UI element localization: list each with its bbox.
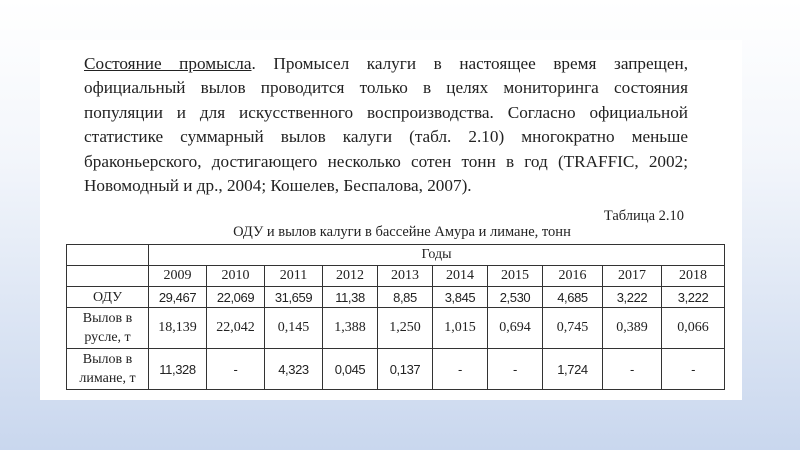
year-cell: 2018 [662, 266, 725, 287]
table-header-row [67, 245, 725, 266]
table-cell: 0,694 [488, 308, 543, 349]
table-cell: 22,042 [207, 308, 265, 349]
table-cell: 18,139 [149, 308, 207, 349]
table-cell: 11,38 [323, 287, 378, 308]
table-cell: 0,045 [323, 349, 378, 390]
table-row [67, 308, 725, 349]
year-cell: 2012 [323, 266, 378, 287]
paragraph-text: . Промысел калуги в настоящее время запрещен, официальный вылов проводится только в целях мониторинга состояния популяции и для искусственного воспроизводства. Согласно официальной статистике суммарный вылов калуги (табл. 2.10) многократно меньше браконьерского, достигающего несколько сотен тонн в год (TRAFFIC, 2002; Новомодный и др., 2004; Кошелев, Беспалова, 2007). [84, 54, 688, 196]
document-page [40, 40, 742, 400]
row-label: Вылов в руслe, т [67, 308, 149, 349]
table-cell: 4,685 [543, 287, 603, 308]
year-cell: 2015 [488, 266, 543, 287]
table-cell: 31,659 [265, 287, 323, 308]
catch-table [66, 244, 725, 390]
table-row [67, 349, 725, 390]
section-lead: Состояние промысла [84, 54, 252, 73]
intro-paragraph [84, 52, 688, 198]
table-cell: 1,250 [378, 308, 433, 349]
table-row [67, 287, 725, 308]
table-cell: - [488, 349, 543, 390]
table-cell: 1,015 [433, 308, 488, 349]
row-label: Вылов в лимане, т [67, 349, 149, 390]
year-cell: 2009 [149, 266, 207, 287]
table-caption: ОДУ и вылов калуги в бассейне Амура и лимане, тонн [233, 224, 571, 240]
row-label: ОДУ [67, 287, 149, 308]
table-cell: 2,530 [488, 287, 543, 308]
table-cell: 1,724 [543, 349, 603, 390]
table-cell: - [433, 349, 488, 390]
table-cell: 3,222 [662, 287, 725, 308]
table-cell: - [207, 349, 265, 390]
table-cell: 0,137 [378, 349, 433, 390]
year-cell: 2014 [433, 266, 488, 287]
table-cell: 0,389 [603, 308, 662, 349]
year-cell: 2011 [265, 266, 323, 287]
years-empty-cell [67, 266, 149, 287]
table-cell: 4,323 [265, 349, 323, 390]
table-cell: 0,145 [265, 308, 323, 349]
table-cell: 3,222 [603, 287, 662, 308]
table-cell: - [603, 349, 662, 390]
table-cell: 0,745 [543, 308, 603, 349]
table-cell: 0,066 [662, 308, 725, 349]
table-cell: - [662, 349, 725, 390]
table-cell: 3,845 [433, 287, 488, 308]
table-cell: 8,85 [378, 287, 433, 308]
table-number: Таблица 2.10 [603, 208, 684, 224]
year-cell: 2016 [543, 266, 603, 287]
years-header: Годы [149, 245, 725, 266]
header-empty-cell [67, 245, 149, 266]
table-cell: 29,467 [149, 287, 207, 308]
table-cell: 11,328 [149, 349, 207, 390]
year-cell: 2013 [378, 266, 433, 287]
years-row [67, 266, 725, 287]
table-cell: 1,388 [323, 308, 378, 349]
table-cell: 22,069 [207, 287, 265, 308]
year-cell: 2010 [207, 266, 265, 287]
year-cell: 2017 [603, 266, 662, 287]
